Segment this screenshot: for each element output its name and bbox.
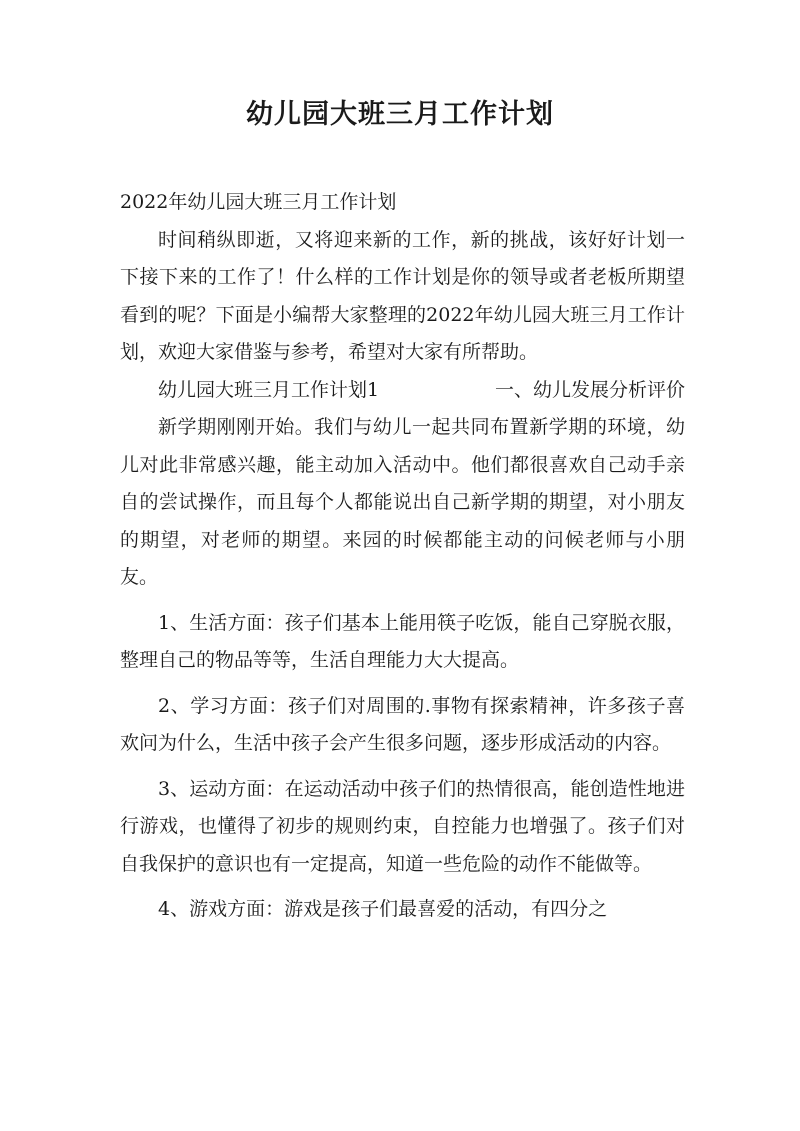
document-subtitle: 2022年幼儿园大班三月工作计划 (120, 191, 397, 213)
body-paragraph-sport: 3、运动方面：在运动活动中孩子们的热情很高，能创造性地进行游戏，也懂得了初步的规则约束，自控能力也增强了。孩子们对自我保护的意识也有一定提高，知道一些危险的动作不能做等。 (120, 777, 685, 875)
body-paragraph-game: 4、游戏方面：游戏是孩子们最喜爱的活动，有四分之 (158, 898, 608, 920)
section-heading-line (120, 372, 685, 410)
body-paragraph-study: 2、学习方面：孩子们对周围的.事物有探索精神，许多孩子喜欢问为什么，生活中孩子会产生很多问题，逐步形成活动的内容。 (120, 694, 685, 754)
body-paragraph-life: 1、生活方面：孩子们基本上能用筷子吃饭，能自己穿脱衣服，整理自己的物品等等，生活自理能力大大提高。 (120, 611, 685, 671)
body-paragraph-overview: 新学期刚刚开始。我们与幼儿一起共同布置新学期的环境，幼儿对此非常感兴趣，能主动加入活动中。他们都很喜欢自己动手亲自的尝试操作，而且每个人都能说出自己新学期的期望，对小朋友的期望，对老师的期望。来园的时候都能主动的问候老师与小朋友。 (120, 416, 685, 588)
document-title: 幼儿园大班三月工作计划 (246, 99, 554, 130)
document-body (120, 184, 685, 929)
section-subheading: 一、幼儿发展分析评价 (494, 378, 685, 401)
intro-paragraph: 时间稍纵即逝，又将迎来新的工作，新的挑战，该好好计划一下接下来的工作了！什么样的工作计划是你的领导或者老板所期望看到的呢？下面是小编帮大家整理的2022年幼儿园大班三月工作计划，欢迎大家借鉴与参考，希望对大家有所帮助。 (120, 228, 685, 363)
section-heading: 幼儿园大班三月工作计划1 (158, 378, 380, 401)
